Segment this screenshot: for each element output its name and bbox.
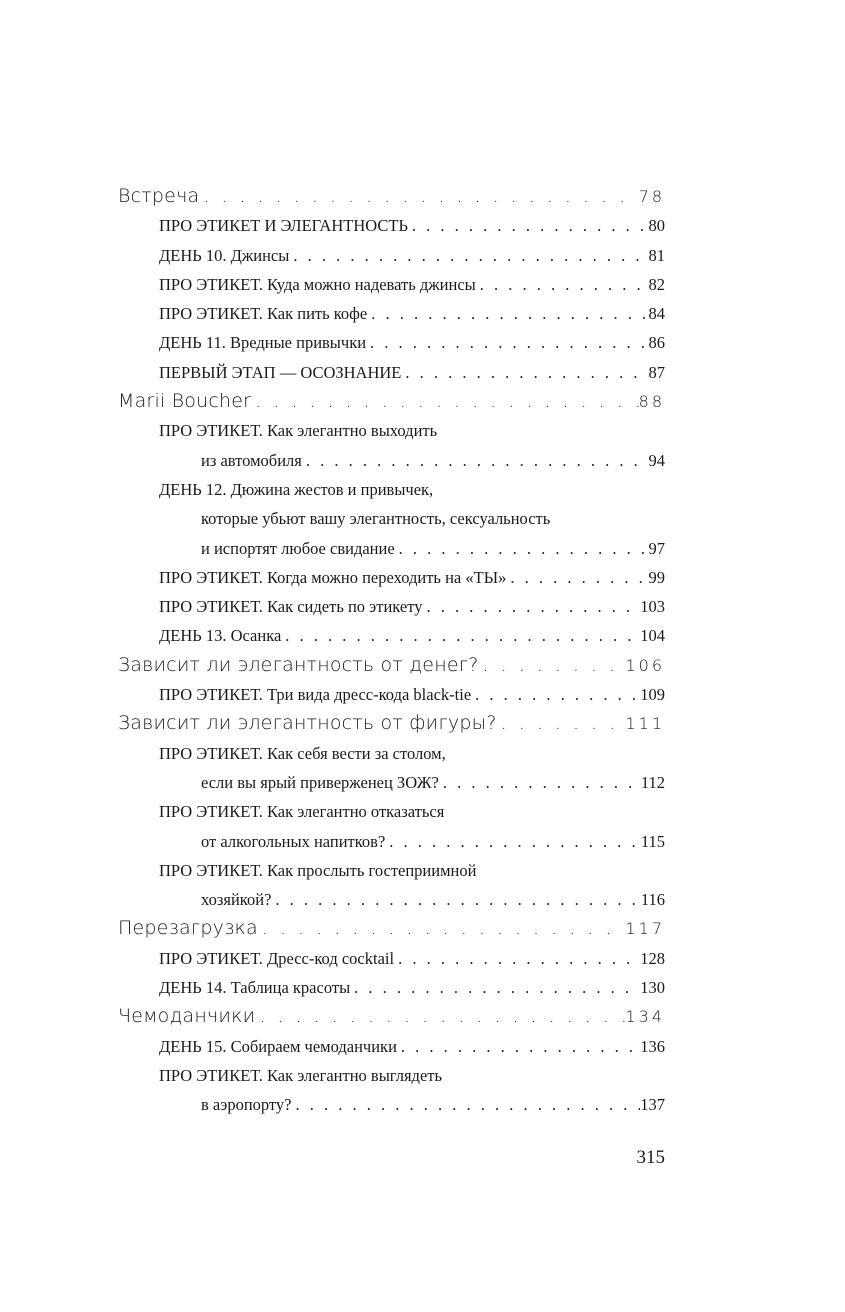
toc-line [118, 973, 665, 1002]
toc-line [118, 504, 665, 533]
toc-page-number: 103 [640, 597, 665, 617]
toc-page-number: 130 [640, 978, 665, 998]
toc-section [118, 299, 665, 328]
toc-title: ПРО ЭТИКЕТ. Как прослыть гостеприимной [159, 860, 477, 880]
toc-section [118, 241, 665, 270]
toc-page-number: 86 [648, 333, 665, 353]
toc-page-number: 104 [640, 626, 665, 646]
toc-page-number: 78 [638, 187, 665, 206]
toc-line [118, 1002, 665, 1031]
dot-leader [199, 182, 638, 211]
dot-leader [281, 621, 640, 650]
toc-line [118, 563, 665, 592]
toc-section [118, 739, 665, 798]
toc-title: ПРО ЭТИКЕТ. Как элегантно отказаться [159, 802, 445, 822]
toc-chapter [118, 651, 665, 680]
dot-leader [401, 358, 648, 387]
toc-title: ДЕНЬ 10. Джинсы [159, 245, 290, 265]
toc-page-number: 106 [625, 655, 665, 675]
toc-line [118, 1032, 665, 1061]
toc-page-number: 88 [638, 392, 665, 412]
toc-line [118, 446, 665, 475]
toc-line [118, 739, 665, 768]
toc-title: ПРО ЭТИКЕТ. Как себя вести за столом, [159, 743, 446, 763]
toc-page-number: 111 [625, 714, 665, 734]
toc-section [118, 973, 665, 1002]
toc-title: которые убьют вашу элегантность, сексуальность [201, 509, 551, 529]
toc-line [118, 709, 665, 738]
toc-section [118, 944, 665, 973]
toc-line [118, 1061, 665, 1090]
toc-title: Чемоданчики [118, 1005, 256, 1028]
toc-page-number: 115 [640, 831, 665, 851]
dot-leader [397, 1032, 640, 1061]
toc-section [118, 475, 665, 563]
dot-leader [271, 885, 640, 914]
toc-title: Зависит ли элегантность от денег? [118, 653, 479, 676]
dot-leader [366, 328, 648, 357]
toc-section [118, 680, 665, 709]
toc-section [118, 563, 665, 592]
toc-title: ДЕНЬ 15. Собираем чемоданчики [159, 1036, 397, 1056]
toc-section [118, 328, 665, 357]
toc-section [118, 270, 665, 299]
toc-line [118, 211, 665, 240]
dot-leader [302, 446, 649, 475]
toc-title: от алкогольных напитков? [201, 831, 386, 851]
toc-line [118, 797, 665, 826]
toc-line [118, 270, 665, 299]
toc-line [118, 416, 665, 445]
toc-page-number: 117 [625, 919, 665, 939]
toc-chapter [118, 182, 665, 211]
toc-page-number: 82 [648, 274, 665, 294]
toc-section [118, 797, 665, 856]
dot-leader [251, 387, 638, 416]
toc-chapter [118, 387, 665, 416]
toc-page-number: 116 [640, 890, 665, 910]
toc-line [118, 856, 665, 885]
toc-page-number: 112 [640, 772, 665, 792]
toc-page-number: 80 [648, 216, 665, 236]
toc-title: Зависит ли элегантность от фигуры? [118, 712, 497, 735]
toc-chapter [118, 914, 665, 943]
dot-leader [289, 241, 648, 270]
toc-title: ПЕРВЫЙ ЭТАП — ОСОЗНАНИЕ [159, 362, 402, 382]
dot-leader [471, 680, 640, 709]
toc-title: ДЕНЬ 12. Дюжина жестов и привычек, [159, 479, 434, 499]
toc-line [118, 768, 665, 797]
dot-leader [476, 270, 649, 299]
toc-title: ПРО ЭТИКЕТ. Как элегантно выглядеть [159, 1065, 442, 1085]
dot-leader [255, 1002, 625, 1031]
toc-title: если вы ярый приверженец ЗОЖ? [201, 772, 439, 792]
toc-title: ДЕНЬ 13. Осанка [159, 626, 282, 646]
toc-title: хозяйкой? [201, 890, 272, 910]
table-of-contents [118, 182, 665, 1120]
toc-title: ПРО ЭТИКЕТ. Когда можно переходить на «ТЫ» [159, 567, 507, 587]
toc-line [118, 182, 665, 211]
toc-line [118, 621, 665, 650]
toc-line [118, 358, 665, 387]
page-number: 315 [636, 1147, 665, 1168]
toc-line [118, 651, 665, 680]
toc-line [118, 914, 665, 943]
toc-page-number: 81 [648, 245, 665, 265]
toc-title: ПРО ЭТИКЕТ. Куда можно надевать джинсы [159, 274, 476, 294]
toc-page-number: 99 [648, 567, 665, 587]
toc-section [118, 1061, 665, 1120]
toc-chapter [118, 1002, 665, 1031]
toc-title: ПРО ЭТИКЕТ И ЭЛЕГАНТНОСТЬ [159, 216, 408, 236]
toc-title: Marii Boucher [118, 390, 252, 413]
toc-section [118, 592, 665, 621]
toc-section [118, 211, 665, 240]
toc-title: ДЕНЬ 14. Таблица красоты [159, 978, 351, 998]
toc-line [118, 387, 665, 416]
toc-title: ПРО ЭТИКЕТ. Как пить кофе [159, 304, 368, 324]
toc-chapter [118, 709, 665, 738]
toc-title: ПРО ЭТИКЕТ. Как сидеть по этикету [159, 597, 423, 617]
dot-leader [385, 827, 641, 856]
toc-line [118, 241, 665, 270]
dot-leader [479, 651, 626, 680]
dot-leader [350, 973, 640, 1002]
toc-line [118, 827, 665, 856]
toc-line [118, 944, 665, 973]
toc-page-number: 87 [648, 362, 665, 382]
toc-title: ДЕНЬ 11. Вредные привычки [159, 333, 367, 353]
toc-page-number: 134 [625, 1007, 665, 1027]
toc-section [118, 358, 665, 387]
toc-title: из автомобиля [201, 450, 302, 470]
toc-page-number: 97 [648, 538, 665, 558]
toc-line [118, 1090, 665, 1119]
toc-line [118, 680, 665, 709]
toc-page-number: 94 [648, 450, 665, 470]
dot-leader [422, 592, 640, 621]
toc-line [118, 299, 665, 328]
dot-leader [497, 709, 626, 738]
dot-leader [439, 768, 641, 797]
toc-title: ПРО ЭТИКЕТ. Как элегантно выходить [159, 421, 438, 441]
toc-page-number: 109 [640, 685, 665, 705]
toc-section [118, 1032, 665, 1061]
toc-line [118, 475, 665, 504]
dot-leader [394, 944, 640, 973]
dot-leader [395, 534, 649, 563]
toc-line [118, 328, 665, 357]
toc-line [118, 885, 665, 914]
toc-title: ПРО ЭТИКЕТ. Дресс-код cocktail [159, 948, 395, 968]
toc-line [118, 534, 665, 563]
dot-leader [292, 1090, 641, 1119]
toc-page-number: 84 [648, 304, 665, 324]
dot-leader [258, 914, 626, 943]
toc-section [118, 416, 665, 475]
toc-page-number: 137 [640, 1095, 665, 1115]
toc-title: ПРО ЭТИКЕТ. Три вида дресс-кода black-tie [159, 685, 472, 705]
dot-leader [408, 211, 649, 240]
dot-leader [506, 563, 648, 592]
toc-page-number: 128 [640, 948, 665, 968]
toc-title: в аэропорту? [201, 1095, 292, 1115]
toc-line [118, 592, 665, 621]
dot-leader [367, 299, 648, 328]
toc-title: и испортят любое свидание [201, 538, 395, 558]
toc-title: Перезагрузка [118, 917, 258, 940]
toc-section [118, 621, 665, 650]
toc-title: Встреча [118, 185, 200, 207]
toc-section [118, 856, 665, 915]
toc-page-number: 136 [640, 1036, 665, 1056]
